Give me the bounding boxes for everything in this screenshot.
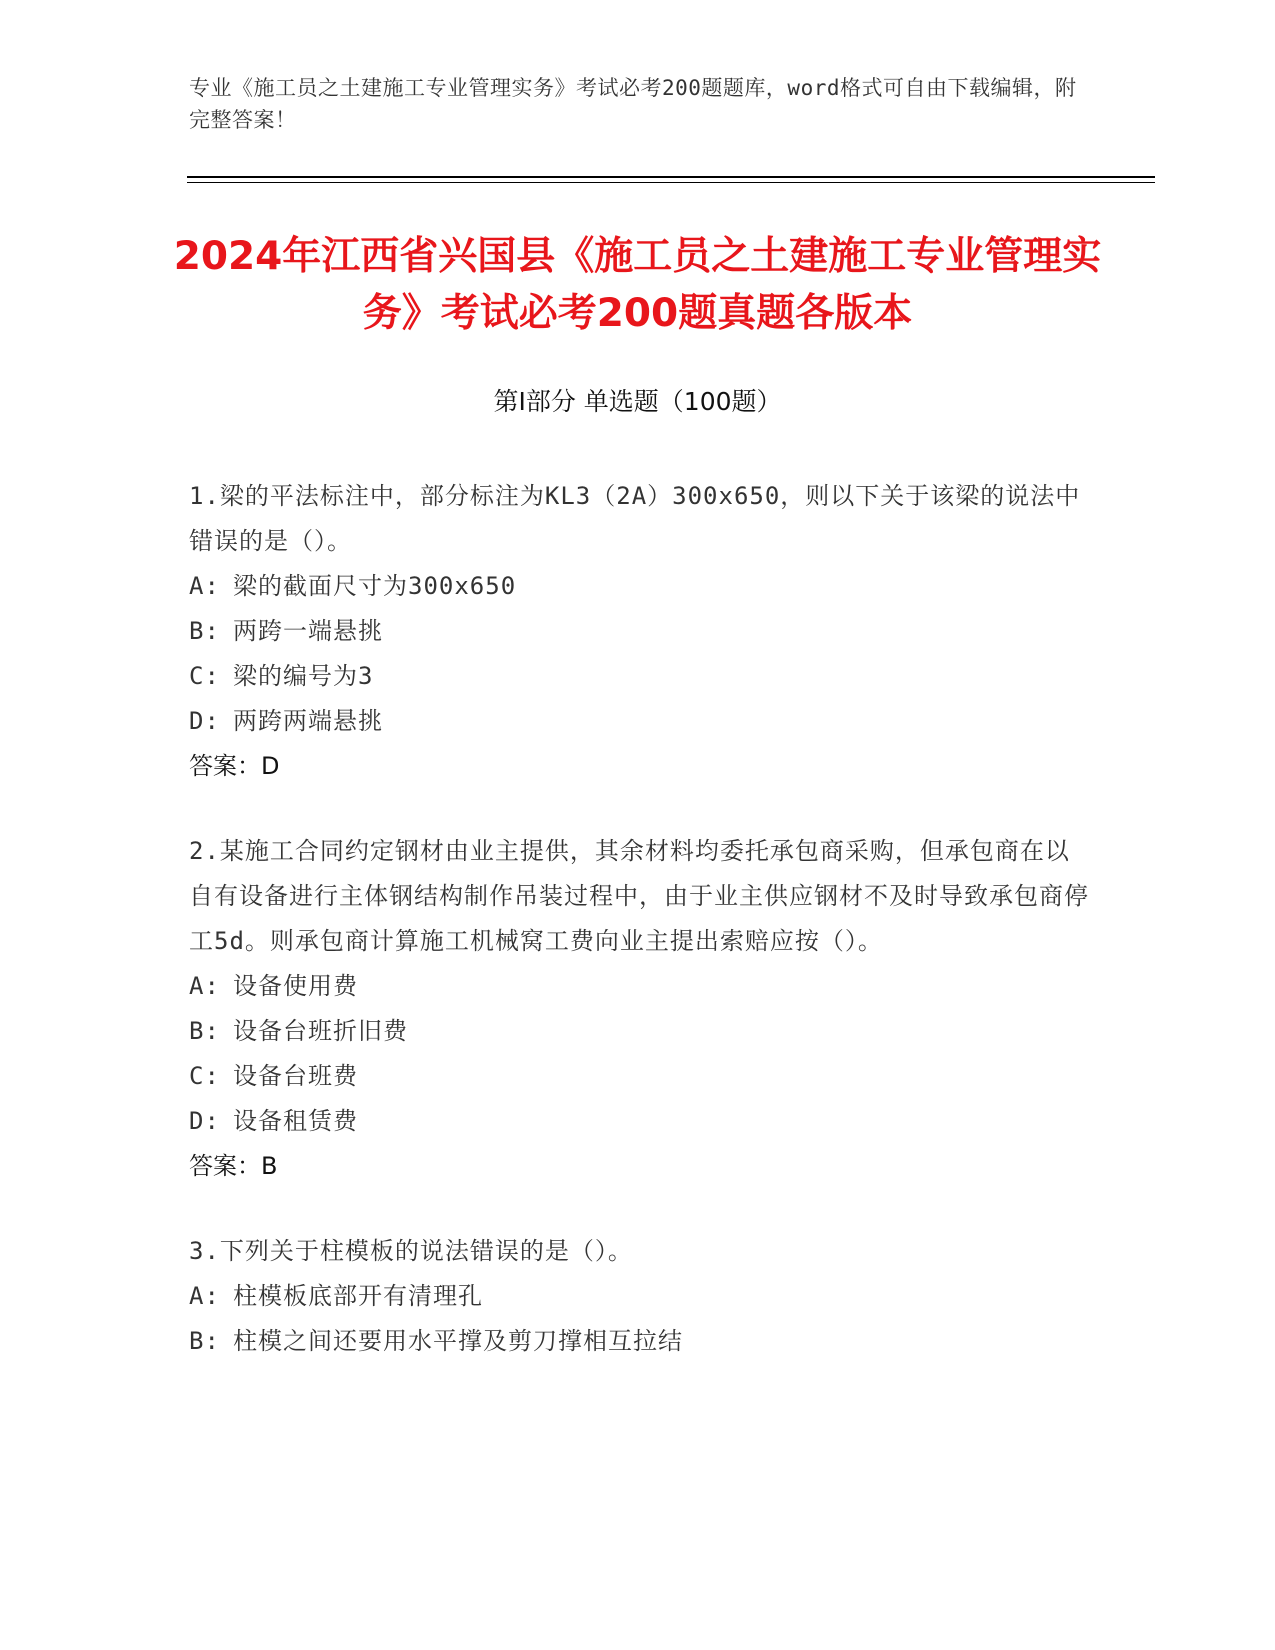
option-letter: A: (189, 1282, 220, 1310)
option-b (189, 1009, 1089, 1054)
option-letter: C: (189, 1062, 220, 1090)
question-1 (189, 474, 1089, 789)
option-letter: B: (189, 1017, 220, 1045)
answer-line: 答案：B (189, 1152, 278, 1180)
question-stem: 1.梁的平法标注中，部分标注为KL3（2A）300x650，则以下关于该梁的说法中错误的是（）。 (189, 482, 1081, 555)
option-letter: A: (189, 572, 220, 600)
option-letter: D: (189, 1107, 220, 1135)
option-letter: A: (189, 972, 220, 1000)
option-a (189, 964, 1089, 1009)
option-text: 柱模板底部开有清理孔 (233, 1282, 483, 1310)
option-b (189, 1319, 1089, 1364)
option-letter: B: (189, 617, 220, 645)
question-stem: 3.下列关于柱模板的说法错误的是（）。 (189, 1237, 633, 1265)
option-text: 两跨一端悬挑 (233, 617, 383, 645)
section-title: 第I部分 单选题（100题） (493, 387, 782, 416)
option-letter: C: (189, 662, 220, 690)
option-letter: D: (189, 707, 220, 735)
option-text: 设备使用费 (233, 972, 358, 1000)
question-2 (189, 829, 1089, 1189)
option-text: 设备台班折旧费 (233, 1017, 408, 1045)
option-c (189, 1054, 1089, 1099)
option-text: 梁的编号为3 (233, 662, 374, 690)
option-d (189, 1099, 1089, 1144)
option-text: 设备租赁费 (233, 1107, 358, 1135)
option-a (189, 564, 1089, 609)
option-text: 两跨两端悬挑 (233, 707, 383, 735)
answer-line: 答案：D (189, 752, 280, 780)
option-text: 梁的截面尺寸为300x650 (233, 572, 517, 600)
option-text: 设备台班费 (233, 1062, 358, 1090)
option-letter: B: (189, 1327, 220, 1355)
option-b (189, 609, 1089, 654)
option-c (189, 654, 1089, 699)
option-text: 柱模之间还要用水平撑及剪刀撑相互拉结 (233, 1327, 683, 1355)
header-divider-thick (187, 176, 1155, 178)
header-divider-thin (187, 182, 1155, 183)
question-list (189, 474, 1089, 1404)
option-a (189, 1274, 1089, 1319)
document-title: 2024年江西省兴国县《施工员之土建施工专业管理实务》考试必考200题真题各版本 (173, 234, 1102, 336)
header-note: 专业《施工员之土建施工专业管理实务》考试必考200题题库，word格式可自由下载编辑，附完整答案！ (189, 76, 1077, 132)
question-stem: 2.某施工合同约定钢材由业主提供，其余材料均委托承包商采购，但承包商在以自有设备进行主体钢结构制作吊装过程中，由于业主供应钢材不及时导致承包商停工5d。则承包商计算施工机械窝工费向业主提出索赔应按（）。 (189, 837, 1089, 955)
question-3 (189, 1229, 1089, 1364)
option-d (189, 699, 1089, 744)
